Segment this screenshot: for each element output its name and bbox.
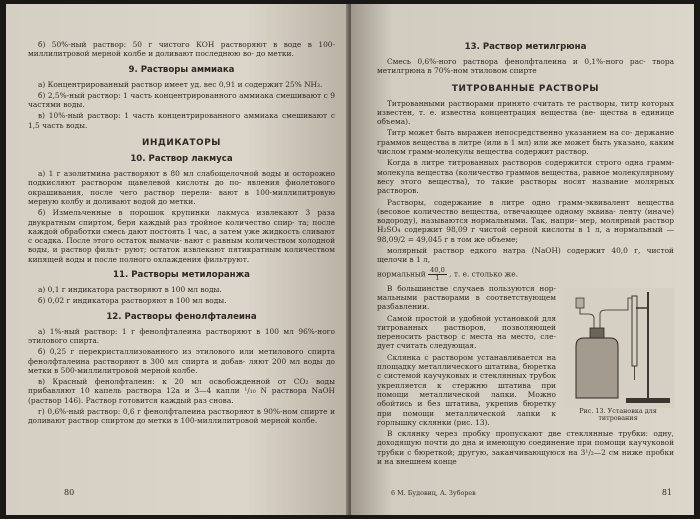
right-page-number: 81 [661, 488, 672, 497]
section-9-a: а) Концентрированный раствор имеет уд. вес 0,91 и содержит 25% NH₃. [38, 79, 323, 89]
formula-label: нормальный [377, 269, 426, 279]
titration-apparatus-illustration [562, 288, 674, 408]
section-12-g: г) 0,6%-ный раствор: 0,6 г фенолфталеина растворяют в 90%-ном спирте и доливают раствор спиртом до метки в 100-миллилитровой мерной колбе. [28, 407, 335, 426]
right-page [351, 4, 694, 515]
figure-13 [562, 288, 674, 423]
left-page-number: 80 [64, 488, 75, 497]
figure-caption: Рис. 13. Установка для титрования [579, 406, 657, 423]
titrated-solutions-heading: ТИТРОВАННЫЕ РАСТВОРЫ [451, 83, 600, 94]
right-para-9: В склянку через пробку пропускают две стеклянные трубки: одну, доходящую почти до дна и имеющую соединение при помощи каучуковой трубки с бюреткой; другую, заканчивающуюся на 3¹/₂—2 см ниже пробки и на внешнем конце [377, 429, 674, 466]
section-10-a: а) 1 г азолитмина растворяют в 80 мл слабощелочной воды и осторожно подкисляют раствором щавелевой кислоты до по- явления фиолетового окрашивания, после чего раствор перели- вают в 100-миллилитровую мерную колбу и доливают водой до метки. [28, 169, 335, 206]
section-11-a: а) 0,1 г индикатора растворяют в 100 мл воды. [38, 285, 222, 295]
section-13-title: 13. Раствор метилгрюна [464, 42, 587, 52]
section-12-b: б) 0,25 г перекристаллизованного из этилового или метилового спирта фенолфталеина растворяют в 300 мл спирта и добав- ляют 200 мл воды до метки в 500-миллилитровой мерной колбе. [28, 347, 335, 375]
right-para-5: молярный раствор едкого натра (NaOH) содержит 40,0 г, чистой щелочи в 1 л, [377, 246, 674, 265]
section-13-text: Смесь 0,6%-ного раствора фенолфталеина и 0,1%-ного рас- твора метилгрюна в 70%-ном этиловом спирте [377, 57, 674, 76]
section-9-v: в) 10%-ный раствор: 1 часть концентрированного аммиака смешивают с 1,5 часть воды. [28, 111, 335, 130]
section-12-title: 12. Растворы фенолфталеина [106, 311, 257, 322]
section-11-title: 11. Растворы метилоранжа [113, 270, 250, 281]
section-12-a: а) 1%-ный раствор: 1 г фенолфталеина растворяют в 100 мл 96%-ного этилового спирта. [28, 326, 335, 345]
normal-formula [377, 267, 674, 282]
open-book [6, 4, 694, 515]
indicators-heading: ИНДИКАТОРЫ [142, 138, 221, 149]
section-9-title: 9. Растворы аммиака [128, 64, 235, 75]
right-para-1: Титрованными растворами принято считать те растворы, титр которых известен, т. е. известна концентрация вещества (ве- щества в единице объема). [377, 98, 674, 127]
formula-denominator: 1 [435, 273, 440, 282]
right-para-6: В большинстве случаев пользуются нор- мальными растворами в соответствующем разбавлении. [377, 283, 556, 312]
section-11-b: б) 0,02 г индикатора растворяют в 100 мл воды. [38, 296, 227, 306]
section-9-b: б) 2,5%-ный раствор: 1 часть концентрированного аммиака смешивают с 9 частями воды. [28, 90, 335, 110]
right-para-3: Когда в литре титрованных растворов содержится строго одна грамм-молекула вещества (количество граммов вещества, равное молекулярному весу этого вещества), то такие растворы носят название молярных растворов. [377, 158, 674, 196]
formula-tail: , т. е. столько же. [449, 269, 519, 279]
right-para-2: Титр может быть выражен непосредственно указанием на со- держание граммов вещества в литре (или в 1 мл) или же может быть указано, каким числом грамм-молекулы вещества содержит раствор. [377, 128, 674, 157]
right-para-8: Склянка с раствором устанавливается на площадку металлического штатива, бюретка с системой каучуковых и стеклянных трубок укрепляется к стержню штатива при помощи металлической лапки. Можно обойтись и без штатива, укрепив бюретку при помощи металлической лапки к горлышку склянки (рис. 13). [377, 352, 556, 427]
left-page [6, 4, 349, 515]
right-para-7: Самой простой и удобной установкой для титрованных растворов, позволяющей переносить раствор с места на место, сле- дует считать следующая. [377, 313, 556, 351]
left-para-b-top: б) 50%-ный раствор: 50 г чистого КОН растворяют в воде в 100-миллилитровой мерной колбе и доливают последнюю во- до метки. [28, 40, 335, 59]
section-10-title: 10. Раствор лакмуса [130, 154, 233, 165]
formula-numerator: 40,0 [430, 265, 445, 274]
formula-fraction [428, 267, 447, 282]
right-para-4: Растворы, содержание в литре одно грамм-эквивалент вещества (весовое количество вещества, отвечающее одному эквива- ленту (иначе) водороду), называются нормальными. Так, напри- мер, молярный раствор H₂SO₄ содержит 98,09 г чистой серной кислоты в 1 л, а нормальный — 98,09/2 = 49,045 г в том же объеме; [377, 197, 674, 244]
section-10-b: б) Измельченные в порошок крупинки лакмуса извлекают 3 раза двукратным спиртом, беря каждый раз тройное количество спир- та; после каждой обработки смесь дают постоять 1 час, а затем уже жидкость сливают с осадка. После этого остаток вымачи- вают с равным количеством холодной воды, и раствор фильт- руют; остаток извлекают пятикратным количеством кипящей воды и после полного охлаждения фильтруют. [28, 208, 335, 264]
section-12-v: в) Красный фенолфталеин: к 20 мл освобожденной от CO₂ воды прибавляют 10 капель раствора 12а и 3—4 капли ¹/₁₀ N раствора NaOH (раствор 146). Раствор готовится каждый раз снова. [28, 377, 335, 405]
printer-signature: 6 М. Будовиц, А. Зуборев [391, 489, 476, 497]
